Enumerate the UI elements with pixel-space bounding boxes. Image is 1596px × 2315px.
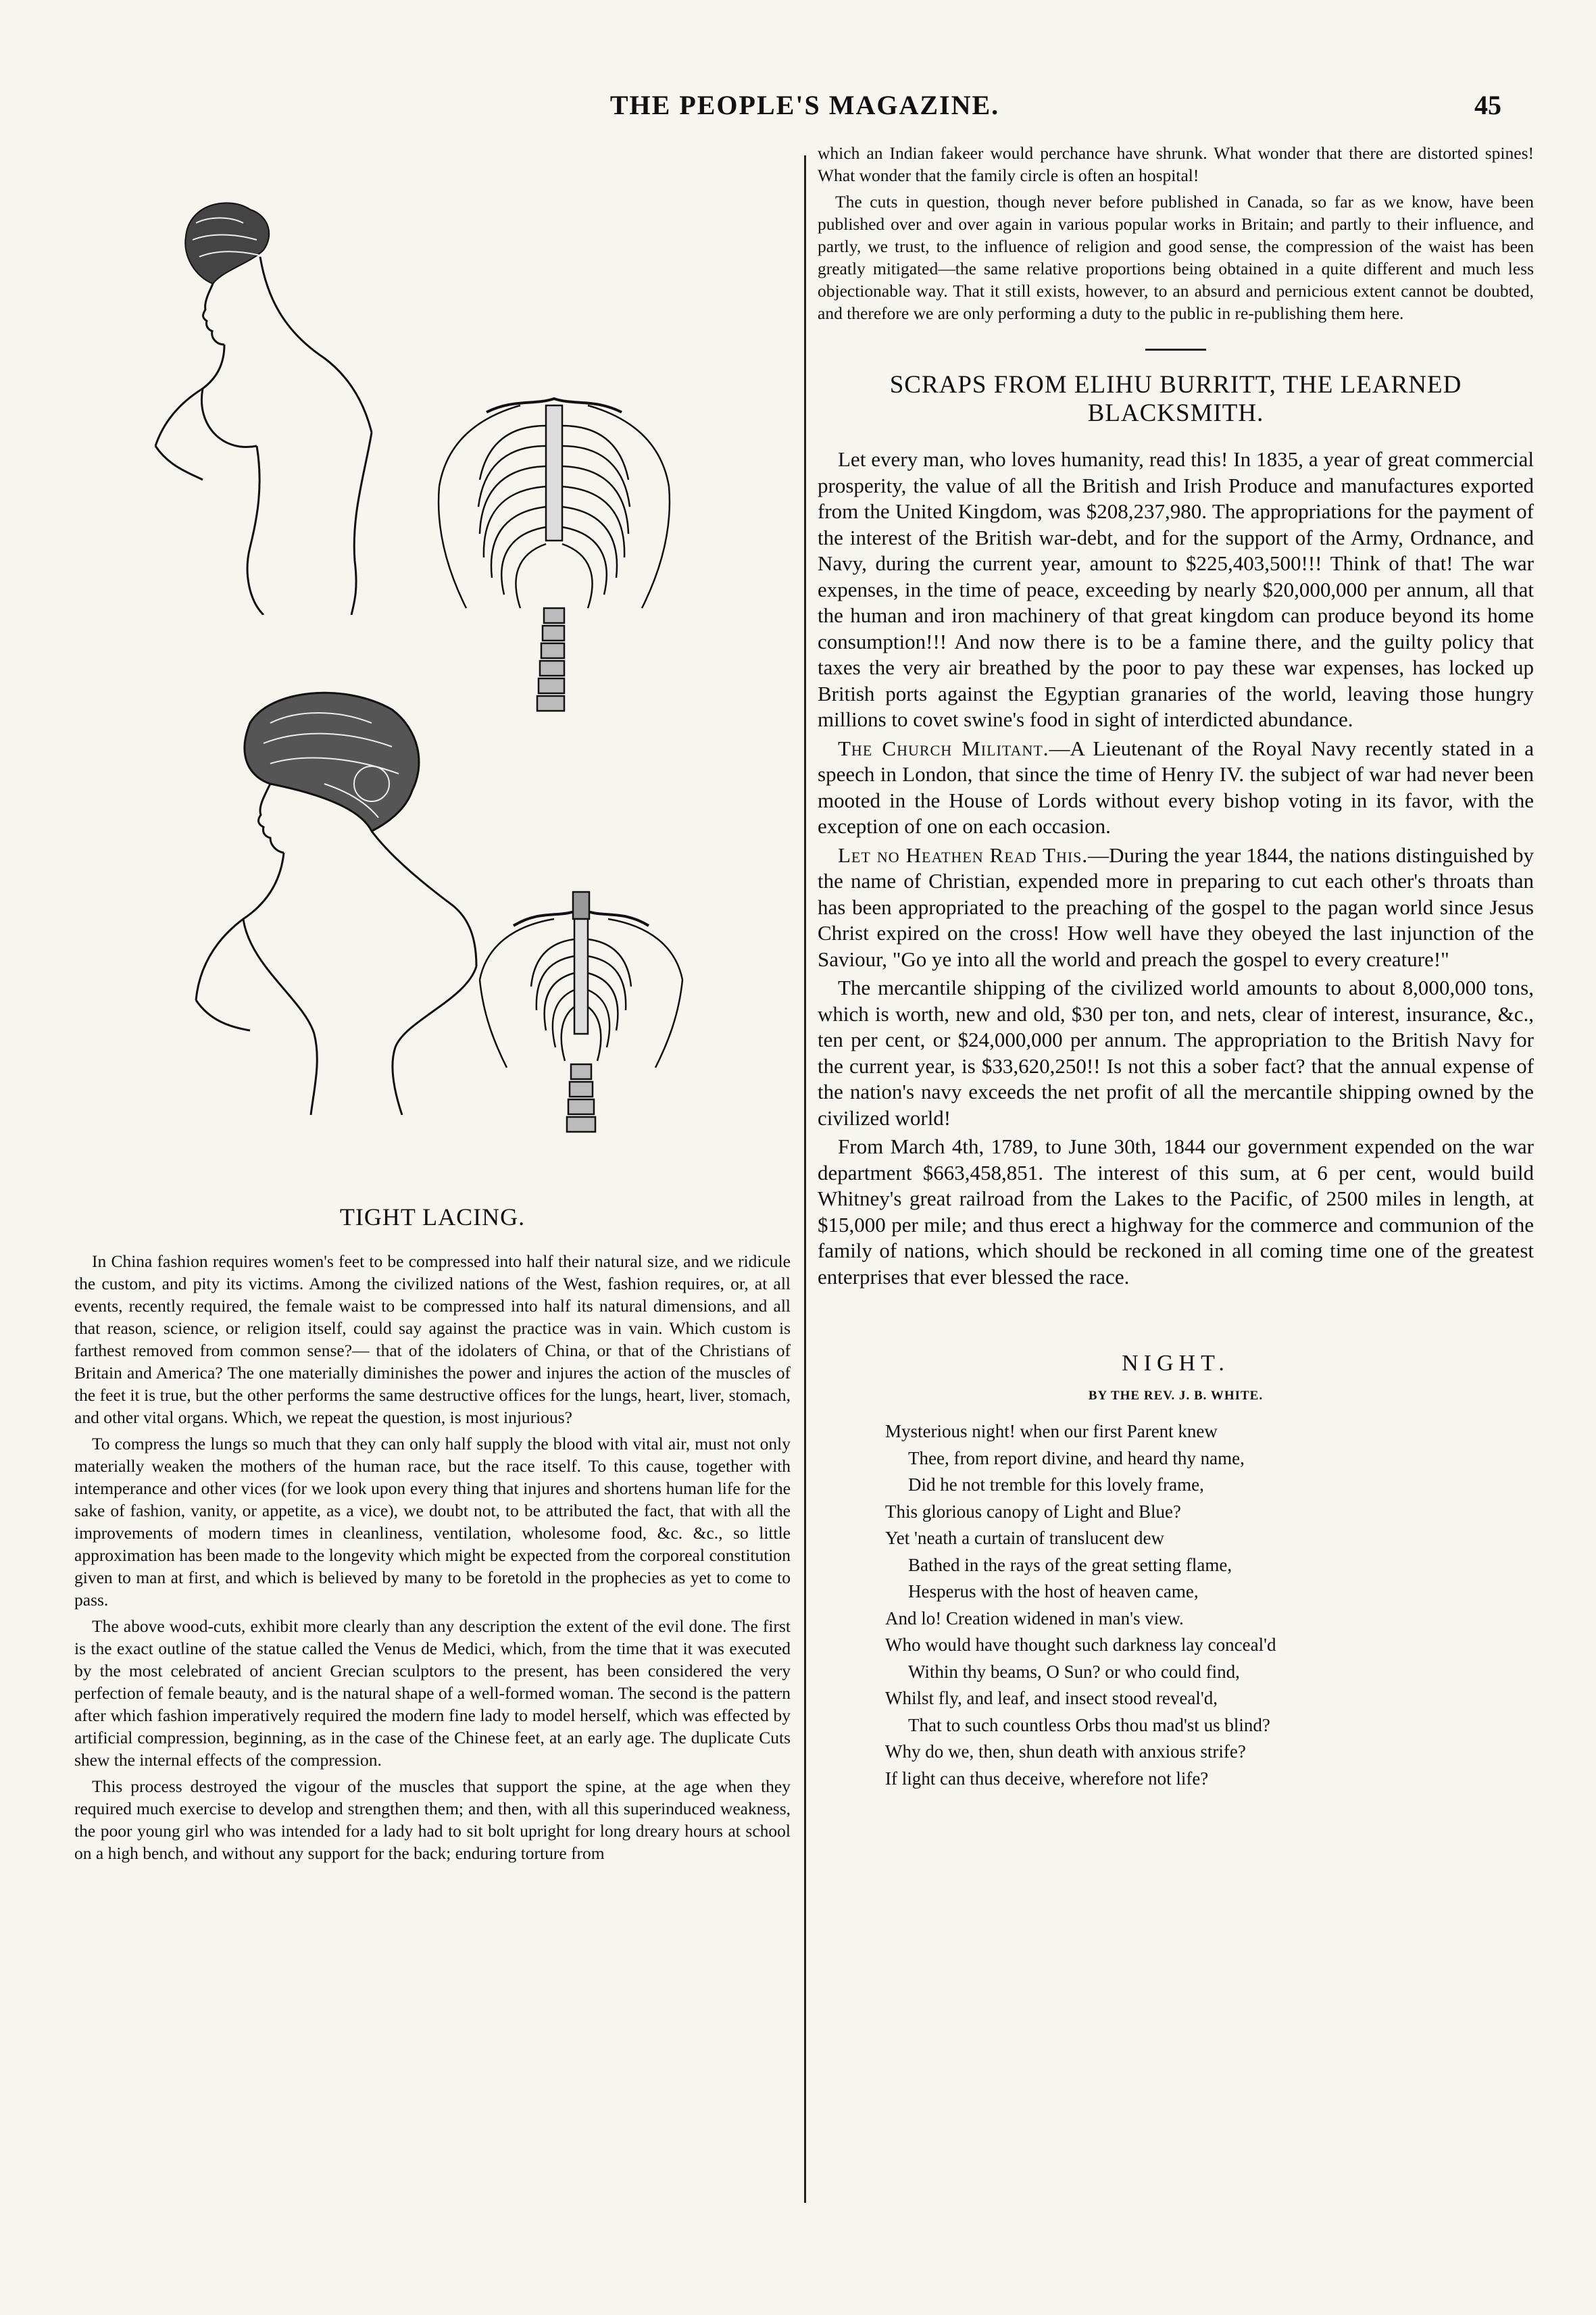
poem-line: This glorious canopy of Light and Blue?: [885, 1501, 1181, 1522]
poem-title: NIGHT.: [1122, 1351, 1230, 1376]
poem-line: Yet 'neath a curtain of translucent dew: [885, 1528, 1164, 1548]
article-paragraph: The above wood-cuts, exhibit more clearly than any description the extent of the evil done. The first is the exact outline of the statue called the Venus de Medici, which, from the time that it was executed by the most celebrated of ancient Grecian sculptors to the present, has been considered the very perfection of female beauty, and is the natural shape of a well-formed woman. The second is the pattern after which fashion imperatively required the modern fine lady to model herself, which was effected by artificial compression, beginning, as in the case of the Chinese feet, at an early age. The duplicate Cuts shew the internal effects of the compression.: [74, 1616, 791, 1770]
running-title: THE PEOPLE'S MAGAZINE.: [609, 90, 1000, 120]
paragraph-text: —A Lieutenant of the Royal Navy recently stated in a speech in London, that since the time of Henry IV. the subject of war had never been mooted in the House of Lords without every bishop voting in its favor, with the exception of one on each occasion.: [818, 736, 1534, 838]
figure-laced-skeleton: [466, 878, 696, 1162]
scraps-paragraph: [818, 843, 1534, 973]
scraps-article: [818, 447, 1534, 1290]
scraps-heading: SCRAPS FROM ELIHU BURRITT, THE LEARNED BLACKSMITH.: [889, 371, 1462, 427]
poem-line: Who would have thought such darkness lay conceal'd: [885, 1635, 1276, 1655]
page-number: 45: [1474, 90, 1501, 120]
paragraph-lead: Let no Heathen Read This.: [838, 843, 1089, 867]
poem-line: Did he not tremble for this lovely frame,: [908, 1474, 1204, 1495]
scraps-paragraph: [818, 975, 1534, 1131]
tight-lacing-article: [74, 1250, 791, 1868]
paragraph-text: The mercantile shipping of the civilized world amounts to about 8,000,000 tons, which is worth, new and old, $30 per ton, and nets, clear of interest, insurance, &c., ten per cent, or $24,000,000 per annum. The appropriation to the British Navy for the current year, is $33,620,250!! Is not this a sober fact? that the annual expense of the nation's navy exceeds the net profit of all the mercantile shipping owned by the civilized world!: [818, 976, 1534, 1130]
poem-line: Why do we, then, shun death with anxious strife?: [885, 1741, 1246, 1762]
poem-line: That to such countless Orbs thou mad'st us blind?: [908, 1714, 1270, 1735]
article-paragraph: In China fashion requires women's feet to be compressed into half their natural size, and we ridicule the custom, and pity its victims. Among the civilized nations of the West, fashion requires, or, at all events, recently required, the female waist to be compressed into half its natural dimensions, and all that reason, science, or religion itself, could say against the practice was in vain. Which custom is farthest removed from common sense?— that of the idolaters of China, or that of the Christians of Britain and America? The one materially diminishes the power and injures the action of the muscles of the feet it is true, but the other performs the same destructive offices for the lungs, heart, liver, stomach, and other vital organs. Which, we repeat the question, is most injurious?: [74, 1251, 791, 1427]
figure-caption: TIGHT LACING.: [339, 1203, 526, 1230]
figure-natural-skeleton: [426, 351, 682, 730]
scraps-paragraph: [818, 1134, 1534, 1290]
poem-line: Whilst fly, and leaf, and insect stood reveal'd,: [885, 1688, 1218, 1708]
paragraph-lead: The Church Militant.: [838, 736, 1049, 760]
section-divider: [1145, 349, 1206, 351]
article-paragraph: The cuts in question, though never before published in Canada, so far as we know, have been published over and over again in various popular works in Britain; and partly to their influence, and partly, we trust, to the influence of religion and good sense, the compression of the waist has been greatly mitigated—the same relative proportions being obtained in a quite different and much less objectionable way. That it still exists, however, to an absurd and pernicious extent cannot be doubted, and therefore we are only performing a duty to the public in re-publishing them here.: [818, 192, 1534, 323]
poem-line: Within thy beams, O Sun? or who could find,: [908, 1661, 1240, 1682]
article-paragraph: This process destroyed the vigour of the muscles that support the spine, at the age when they required much exercise to develop and strengthen them; and then, with all this superinduced weakness, the poor young girl who was intended for a lady had to sit bolt upright for long dreary hours at school on a high bench, and without any support for the back; enduring torture from: [74, 1776, 791, 1863]
poem: [885, 1418, 1534, 1792]
poem-line: Mysterious night! when our first Parent knew: [885, 1421, 1218, 1441]
scraps-paragraph: [818, 736, 1534, 840]
paragraph-text: From March 4th, 1789, to June 30th, 1844 our government expended on the war department $663,458,851. The interest of this sum, at 6 per cent, would build Whitney's great railroad from the Lakes to the Pacific, of 2500 miles in length, at $15,000 per mile; and thus erect a highway for the commerce and communion of the family of nations, which should be reckoned in all coming time one of the greatest enterprises that ever blessed the race.: [818, 1135, 1534, 1289]
poem-line: Bathed in the rays of the great setting flame,: [908, 1554, 1232, 1575]
scraps-paragraph: [818, 447, 1534, 733]
column-rule: [804, 155, 806, 2203]
figure-laced-torso: [169, 682, 480, 1115]
paragraph-text: —During the year 1844, the nations distinguished by the name of Christian, expended more in preparing to cut each other's throats than has been appropriated to the preaching of the gospel to the pagan world since Jesus Christ expired on the cross! How well have they obeyed the last injunction of the Saviour, "Go ye into all the world and preach the gospel to every creature!": [818, 843, 1535, 971]
article-paragraph: To compress the lungs so much that they can only half supply the blood with vital air, must not only materially weaken the mothers of the human race, but the race itself. To this cause, together with intemperance and other vices (for we look upon every thing that injures and shortens human life for the sake of fashion, vanity, or appetite, as a vice), we doubt not, to be attributed the fact, that with all the improvements of modern times in cleanliness, ventilation, wholesome food, &c. &c., so little approximation has been made to the longevity which might be expected from the corporeal constitution given to man at first, and which is believed by many to be foretold in the prophecies as yet to come to pass.: [74, 1434, 791, 1610]
tight-lacing-continuation: [818, 142, 1534, 324]
right-column: [818, 142, 1534, 1792]
poem-line: Thee, from report divine, and heard thy name,: [908, 1447, 1245, 1468]
poem-byline: BY THE REV. J. B. WHITE.: [1088, 1389, 1264, 1403]
figure-natural-torso: [149, 182, 378, 615]
article-paragraph: which an Indian fakeer would perchance have shrunk. What wonder that there are distorted spines! What wonder that the family circle is often an hospital!: [818, 143, 1534, 185]
poem-line: And lo! Creation widened in man's view.: [885, 1608, 1184, 1628]
poem-line: Hesperus with the host of heaven came,: [908, 1581, 1199, 1601]
page-header: [95, 89, 1515, 130]
poem-line: If light can thus deceive, wherefore not life?: [885, 1768, 1209, 1789]
paragraph-text: Let every man, who loves humanity, read this! In 1835, a year of great commercial prosperity, the value of all the British and Irish Produce and manufactures exported from the United Kingdom, was $208,237,980. The appropriations for the payment of the interest of the British war-debt, and for the support of the Army, Ordnance, and Navy, during the current year, amount to $225,403,500!!! Think of that! The war expenses, in the time of peace, exceeding by nearly $20,000,000 per annum, all that the human and iron machinery of that great kingdom can produce beyond its home consumption!!! And now there is to be a famine there, and the guilty policy that taxes the very air breathed by the poor to pay these war expenses, has locked up British ports against the Egyptian granaries of the world, leaving those hungry millions to covet swine's food in sight of interdicted abundance.: [818, 447, 1534, 731]
